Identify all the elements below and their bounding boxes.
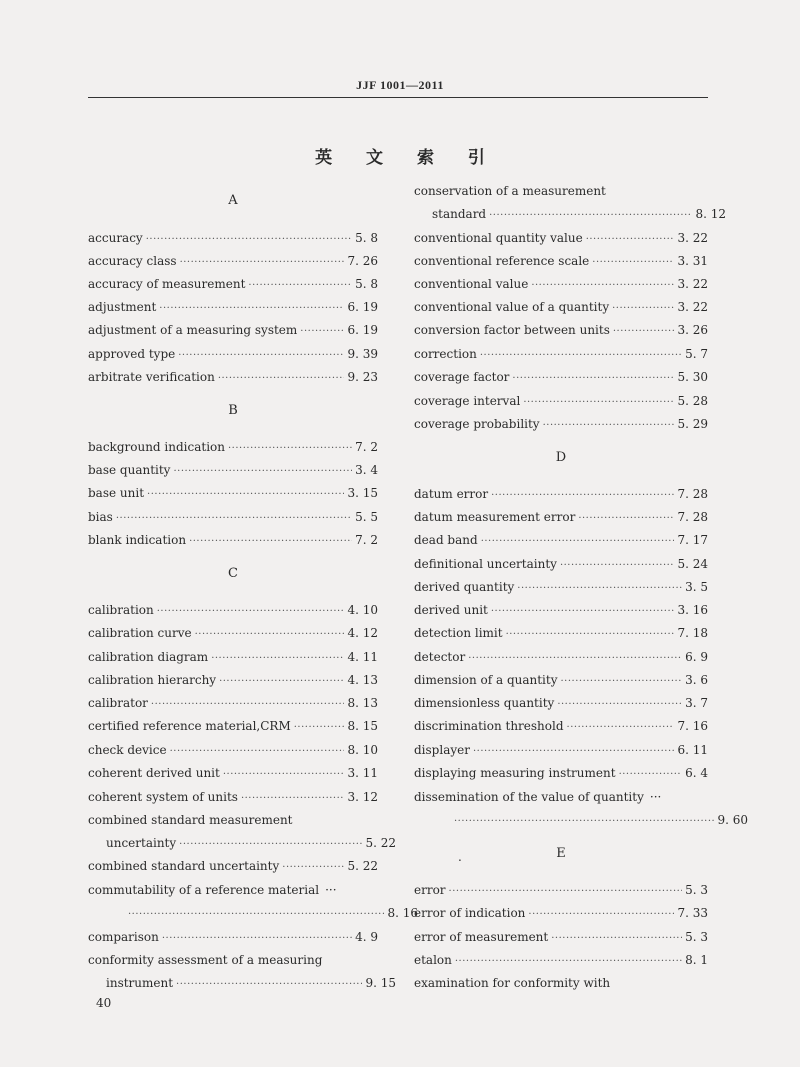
- entry-term: instrument: [106, 976, 174, 990]
- entry-term: calibration diagram: [88, 650, 209, 664]
- entry-ref: 7. 28: [677, 510, 708, 524]
- entry-term: arbitrate verification: [88, 370, 215, 384]
- index-entry: [88, 810, 378, 830]
- entry-term: certified reference material,CRM: [88, 719, 291, 733]
- leader-dots: [147, 485, 344, 505]
- leader-dots: [560, 556, 675, 576]
- entry-term: displaying measuring instrument: [414, 766, 616, 780]
- entry-ref: 5. 29: [677, 417, 708, 431]
- leader-dots: [512, 369, 674, 389]
- entry-ref: 9. 15: [365, 976, 396, 990]
- entry-term: detection limit: [414, 626, 503, 640]
- leader-dots: [282, 858, 344, 878]
- entry-term: datum error: [414, 487, 489, 501]
- leader-dots: [480, 346, 682, 366]
- entry-ref: 5. 5: [355, 510, 378, 524]
- entry-ref: 4. 10: [347, 603, 378, 617]
- index-entry: [414, 647, 708, 667]
- index-entry: [414, 228, 708, 248]
- leader-dots: [159, 299, 344, 319]
- index-entry: [414, 181, 708, 201]
- index-entry: [88, 880, 378, 900]
- index-entry: [88, 297, 378, 317]
- entry-ref: 3. 4: [355, 463, 378, 477]
- leader-dots: [592, 253, 674, 273]
- leader-dots: [173, 462, 352, 482]
- leader-dots: [489, 206, 692, 226]
- index-entry: [414, 600, 708, 620]
- leader-dots: [180, 253, 345, 273]
- index-entry: [88, 856, 378, 876]
- index-entry: [88, 787, 378, 807]
- section-heading-e: E: [556, 846, 566, 861]
- entry-ref: 4. 12: [347, 626, 378, 640]
- leader-dots: [189, 532, 352, 552]
- entry-term: calibration hierarchy: [88, 673, 217, 687]
- leader-dots: [506, 625, 675, 645]
- index-entry: [88, 950, 378, 970]
- page-number: 40: [96, 996, 112, 1010]
- page-title: 英 文 索 引: [315, 148, 499, 168]
- entry-ref: 5. 3: [685, 883, 708, 897]
- leader-dots: [455, 952, 682, 972]
- leader-dots: [528, 905, 674, 925]
- index-entry: [88, 344, 378, 364]
- entry-ref: 7. 33: [677, 906, 708, 920]
- leader-dots: [300, 322, 344, 342]
- index-entry: [88, 716, 378, 736]
- entry-term: error: [414, 883, 446, 897]
- entry-term: error of indication: [414, 906, 526, 920]
- entry-ref: 6. 4: [685, 766, 708, 780]
- leader-dots: [228, 439, 352, 459]
- leader-dots: [468, 649, 682, 669]
- section-heading-b: B: [228, 403, 238, 418]
- entry-ref: 4. 9: [355, 930, 378, 944]
- leader-dots: [561, 672, 683, 692]
- entry-term: conformity assessment of a measuring: [88, 953, 323, 967]
- entry-ref: 5. 8: [355, 277, 378, 291]
- leader-dots: [473, 742, 674, 762]
- entry-term: calibration curve: [88, 626, 192, 640]
- index-entry: [414, 484, 708, 504]
- entry-ref: 5. 22: [365, 836, 396, 850]
- entry-ref: 5. 28: [677, 394, 708, 408]
- leader-dots: [128, 905, 384, 925]
- entry-term: combined standard measurement: [88, 813, 293, 827]
- entry-ref: 5. 24: [677, 557, 708, 571]
- entry-term: bias: [88, 510, 113, 524]
- index-entry: [414, 554, 708, 574]
- document-code: JJF 1001—2011: [356, 78, 444, 92]
- index-entry: [414, 740, 708, 760]
- entry-term: calibrator: [88, 696, 148, 710]
- index-entry: [88, 600, 378, 620]
- entry-ref: 6. 9: [685, 650, 708, 664]
- index-entry-continued: [414, 810, 748, 830]
- entry-term: coherent system of units: [88, 790, 238, 804]
- entry-ref: 8. 15: [347, 719, 378, 733]
- index-entry: [414, 414, 708, 434]
- index-entry: [88, 320, 378, 340]
- leader-dots: [151, 695, 345, 715]
- entry-ref: 8. 12: [695, 207, 726, 221]
- leader-dots: [551, 929, 682, 949]
- entry-term: conventional reference scale: [414, 254, 590, 268]
- leader-dots: [619, 765, 683, 785]
- entry-term: detector: [414, 650, 466, 664]
- entry-term: discrimination threshold: [414, 719, 564, 733]
- entry-ref: 8. 1: [685, 953, 708, 967]
- entry-term: dimension of a quantity: [414, 673, 558, 687]
- entry-term: conservation of a measurement: [414, 184, 606, 198]
- entry-term: conventional quantity value: [414, 231, 583, 245]
- entry-term: background indication: [88, 440, 225, 454]
- leader-dots: [491, 602, 675, 622]
- entry-term: uncertainty: [106, 836, 177, 850]
- leader-dots: [294, 718, 345, 738]
- entry-ref: 8. 10: [347, 743, 378, 757]
- entry-term: adjustment of a measuring system: [88, 323, 298, 337]
- entry-ref: 3. 22: [677, 277, 708, 291]
- entry-term: definitional uncertainty: [414, 557, 557, 571]
- leader-dots: [157, 602, 345, 622]
- leader-dots: [195, 625, 345, 645]
- leader-dots: [449, 882, 683, 902]
- entry-term: conventional value of a quantity: [414, 300, 610, 314]
- entry-ref: 3. 5: [685, 580, 708, 594]
- leader-dots: [567, 718, 675, 738]
- entry-term: dead band: [414, 533, 478, 547]
- entry-term: accuracy class: [88, 254, 177, 268]
- entry-term: correction: [414, 347, 477, 361]
- entry-ref: 7. 2: [355, 533, 378, 547]
- entry-ref: 7. 18: [677, 626, 708, 640]
- leader-dots: [176, 975, 362, 995]
- entry-term: base unit: [88, 486, 145, 500]
- header-rule: [88, 97, 708, 98]
- entry-ref: 5. 7: [685, 347, 708, 361]
- index-entry: [88, 693, 378, 713]
- index-entry: [88, 274, 378, 294]
- index-entry: [414, 903, 708, 923]
- leader-dots: [481, 532, 675, 552]
- leader-dots: [218, 369, 345, 389]
- entry-ref: 3. 11: [347, 766, 378, 780]
- leader-dots: [219, 672, 344, 692]
- entry-term: coverage factor: [414, 370, 510, 384]
- stray-mark: .: [458, 850, 462, 864]
- entry-ref: 8. 13: [347, 696, 378, 710]
- entry-ref: 9. 23: [347, 370, 378, 384]
- leader-dots: [578, 509, 674, 529]
- index-entry: [414, 530, 708, 550]
- entry-ref: 3. 12: [347, 790, 378, 804]
- leader-dots: [557, 695, 682, 715]
- leader-dots: [586, 230, 675, 250]
- entry-term: standard: [432, 207, 487, 221]
- entry-term: dissemination of the value of quantity: [414, 790, 644, 804]
- index-entry: [414, 670, 708, 690]
- index-entry: [414, 763, 708, 783]
- index-entry-continued: [88, 833, 396, 853]
- entry-ref: 3. 7: [685, 696, 708, 710]
- entry-term: displayer: [414, 743, 470, 757]
- entry-ref: 3. 15: [347, 486, 378, 500]
- entry-term: dimensionless quantity: [414, 696, 555, 710]
- entry-ref: 5. 3: [685, 930, 708, 944]
- leader-dots: [223, 765, 345, 785]
- leader-dots: [543, 416, 675, 436]
- entry-ref: 3. 31: [677, 254, 708, 268]
- continuation-dots: ···: [325, 883, 337, 897]
- leader-dots: [531, 276, 674, 296]
- index-entry: [414, 716, 708, 736]
- index-entry: [414, 880, 708, 900]
- entry-term: adjustment: [88, 300, 157, 314]
- section-heading-a: A: [228, 193, 238, 208]
- entry-term: accuracy of measurement: [88, 277, 246, 291]
- entry-term: conventional value: [414, 277, 529, 291]
- index-entry: [88, 460, 378, 480]
- entry-term: derived unit: [414, 603, 488, 617]
- entry-ref: 6. 19: [347, 300, 378, 314]
- entry-ref: 4. 11: [347, 650, 378, 664]
- index-entry: [88, 530, 378, 550]
- index-entry: [88, 507, 378, 527]
- index-entry: [88, 670, 378, 690]
- index-entry: [88, 927, 378, 947]
- leader-dots: [211, 649, 344, 669]
- entry-ref: 7. 17: [677, 533, 708, 547]
- index-entry: [414, 251, 708, 271]
- index-entry-continued: [88, 903, 418, 923]
- index-entry: [414, 320, 708, 340]
- entry-ref: 6. 19: [347, 323, 378, 337]
- index-entry: [414, 274, 708, 294]
- leader-dots: [491, 486, 674, 506]
- entry-term: base quantity: [88, 463, 171, 477]
- index-entry: [414, 927, 708, 947]
- entry-term: blank indication: [88, 533, 187, 547]
- leader-dots: [178, 346, 344, 366]
- section-heading-c: C: [228, 566, 238, 581]
- entry-ref: 3. 6: [685, 673, 708, 687]
- entry-term: examination for conformity with: [414, 976, 611, 990]
- leader-dots: [454, 812, 714, 832]
- leader-dots: [241, 789, 345, 809]
- index-entry: [88, 623, 378, 643]
- leader-dots: [523, 393, 674, 413]
- entry-term: accuracy: [88, 231, 143, 245]
- entry-ref: 5. 22: [347, 859, 378, 873]
- entry-term: datum measurement error: [414, 510, 576, 524]
- entry-term: commutability of a reference material: [88, 883, 320, 897]
- index-entry: [88, 437, 378, 457]
- index-entry: [414, 391, 708, 411]
- leader-dots: [179, 835, 362, 855]
- entry-term: conversion factor between units: [414, 323, 610, 337]
- section-heading-d: D: [555, 450, 567, 465]
- index-entry: [88, 647, 378, 667]
- index-entry: [88, 763, 378, 783]
- entry-term: check device: [88, 743, 167, 757]
- entry-term: coverage probability: [414, 417, 540, 431]
- index-entry-continued: [88, 973, 396, 993]
- entry-ref: 3. 22: [677, 231, 708, 245]
- index-entry: [88, 483, 378, 503]
- index-entry: [414, 577, 708, 597]
- entry-ref: 9. 60: [717, 813, 748, 827]
- entry-ref: 3. 16: [677, 603, 708, 617]
- index-entry: [414, 507, 708, 527]
- entry-term: comparison: [88, 930, 159, 944]
- continuation-dots: ···: [649, 790, 662, 804]
- index-entry: [414, 367, 708, 387]
- index-entry: [414, 344, 708, 364]
- entry-term: derived quantity: [414, 580, 515, 594]
- entry-ref: 9. 39: [347, 347, 378, 361]
- entry-term: coverage interval: [414, 394, 521, 408]
- index-entry: [414, 297, 708, 317]
- index-entry-continued: [414, 204, 726, 224]
- leader-dots: [613, 322, 675, 342]
- entry-ref: 3. 22: [677, 300, 708, 314]
- entry-ref: 3. 26: [677, 323, 708, 337]
- entry-ref: 7. 26: [347, 254, 378, 268]
- index-entry: [414, 973, 708, 993]
- entry-ref: 5. 30: [677, 370, 708, 384]
- leader-dots: [517, 579, 682, 599]
- leader-dots: [170, 742, 345, 762]
- leader-dots: [146, 230, 352, 250]
- index-entry: [414, 623, 708, 643]
- entry-ref: 8. 16: [387, 906, 418, 920]
- entry-term: approved type: [88, 347, 176, 361]
- index-entry: [88, 251, 378, 271]
- leader-dots: [116, 509, 352, 529]
- entry-ref: 6. 11: [677, 743, 708, 757]
- index-entry: [88, 740, 378, 760]
- entry-term: error of measurement: [414, 930, 549, 944]
- entry-ref: 7. 16: [677, 719, 708, 733]
- entry-ref: 7. 2: [355, 440, 378, 454]
- entry-ref: 4. 13: [347, 673, 378, 687]
- entry-ref: 7. 28: [677, 487, 708, 501]
- entry-term: etalon: [414, 953, 452, 967]
- entry-term: combined standard uncertainty: [88, 859, 280, 873]
- leader-dots: [248, 276, 352, 296]
- leader-dots: [162, 929, 352, 949]
- index-entry: [88, 228, 378, 248]
- index-entry: [414, 787, 708, 807]
- entry-term: calibration: [88, 603, 154, 617]
- entry-term: coherent derived unit: [88, 766, 220, 780]
- index-entry: [88, 367, 378, 387]
- leader-dots: [612, 299, 674, 319]
- index-entry: [414, 693, 708, 713]
- entry-ref: 5. 8: [355, 231, 378, 245]
- index-entry: [414, 950, 708, 970]
